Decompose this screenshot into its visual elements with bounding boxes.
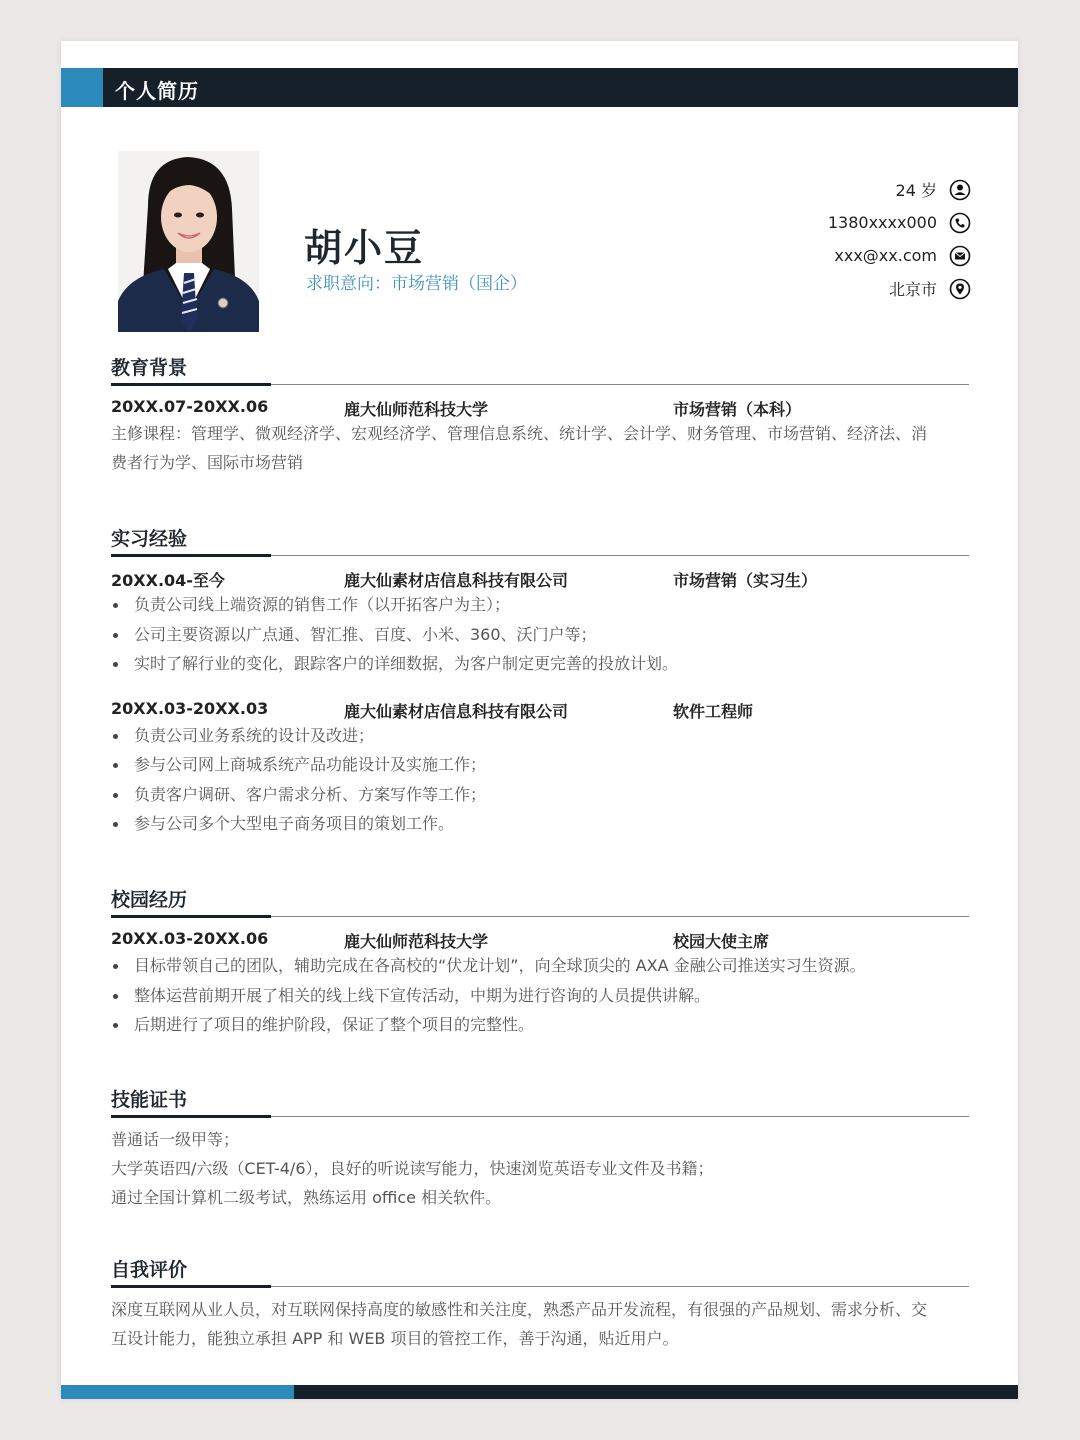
- header-accent-block: [61, 68, 103, 107]
- entry-company: 鹿大仙素材店信息科技有限公司: [344, 571, 569, 590]
- header-bar: [61, 68, 1018, 107]
- entry-role: 软件工程师: [673, 701, 754, 721]
- entry-school: 鹿大仙师范科技大学: [344, 400, 489, 419]
- education-header: [111, 353, 969, 385]
- phone-icon: [949, 212, 971, 234]
- section-underline: [111, 383, 271, 386]
- list-item: 参与公司多个大型电子商务项目的策划工作。: [111, 809, 969, 839]
- job-entry-head: [111, 693, 969, 721]
- list-item: 目标带领自己的团队，辅助完成在各高校的“伏龙计划”，向全球顶尖的 AXA 金融公司推送实习生资源。: [111, 951, 969, 981]
- portrait-image: [118, 151, 259, 332]
- list-item: 负责公司业务系统的设计及改进；: [111, 721, 969, 751]
- contact-location: [828, 272, 971, 305]
- list-item: 整体运营前期开展了相关的线上线下宣传活动，中期为进行咨询的人员提供讲解。: [111, 981, 969, 1011]
- courses-line-2: 费者行为学、国际市场营销: [111, 453, 304, 472]
- section-underline: [111, 554, 271, 557]
- skill-line: 普通话一级甲等；: [111, 1130, 240, 1149]
- job-intent: 求职意向：市场营销（国企）: [306, 274, 527, 294]
- section-title: 技能证书: [111, 1089, 188, 1111]
- campus-header: [111, 885, 969, 917]
- self-eval-line-2: 互设计能力，能独立承担 APP 和 WEB 项目的管控工作，善于沟通，贴近用户。: [111, 1329, 679, 1348]
- footer-bar: [61, 1385, 1018, 1399]
- job-duties-list: [111, 590, 969, 679]
- entry-major: 市场营销（本科）: [673, 400, 802, 419]
- self-eval-section: [111, 1255, 969, 1353]
- list-item: 实时了解行业的变化，跟踪客户的详细数据，为客户制定更完善的投放计划。: [111, 649, 969, 679]
- courses-line-1: 主修课程：管理学、微观经济学、宏观经济学、管理信息系统、统计学、会计学、财务管理、市场营销、经济法、消: [111, 424, 928, 443]
- entry-date: 20XX.03-20XX.06: [111, 929, 269, 948]
- self-eval-line-1: 深度互联网从业人员，对互联网保持高度的敏感性和关注度，熟悉产品开发流程，有很强的产品规划、需求分析、交: [111, 1300, 928, 1319]
- section-underline: [111, 1285, 271, 1288]
- list-item: 负责客户调研、客户需求分析、方案写作等工作；: [111, 780, 969, 810]
- mail-icon: [949, 245, 971, 267]
- phone-text: 1380xxxx000: [827, 213, 937, 232]
- resume-title: 个人简历: [115, 79, 199, 103]
- entry-date: 20XX.07-20XX.06: [111, 397, 269, 416]
- job-duties-list: [111, 721, 969, 839]
- job-entry-head: [111, 562, 969, 590]
- email-text: xxx@xx.com: [834, 246, 937, 265]
- skills-section: [111, 1085, 969, 1212]
- campus-entry-head: [111, 923, 969, 951]
- skills-header: [111, 1085, 969, 1117]
- profile-photo: [118, 151, 259, 332]
- internship-header: [111, 524, 969, 556]
- list-item: 公司主要资源以广点通、智汇推、百度、小米、360、沃门户等；: [111, 620, 969, 650]
- education-section: [111, 353, 969, 477]
- campus-section: [111, 885, 969, 1040]
- education-entry-head: [111, 391, 969, 419]
- section-title: 校园经历: [111, 889, 188, 911]
- contact-phone: [828, 206, 971, 239]
- candidate-name: 胡小豆: [304, 226, 425, 270]
- skill-line: 大学英语四/六级（CET-4/6），良好的听说读写能力，快速浏览英语专业文件及书籍；: [111, 1159, 714, 1178]
- location-icon: [949, 278, 971, 300]
- contact-email: [828, 239, 971, 272]
- skill-line: 通过全国计算机二级考试，熟练运用 office 相关软件。: [111, 1188, 502, 1207]
- entry-date: 20XX.03-20XX.03: [111, 698, 269, 718]
- location-text: 北京市: [888, 280, 937, 299]
- self-eval-header: [111, 1255, 969, 1287]
- person-icon: [949, 179, 971, 201]
- section-title: 实习经验: [111, 528, 188, 550]
- contact-age: [828, 173, 971, 206]
- section-title: 教育背景: [111, 357, 188, 379]
- internship-section: [111, 524, 969, 839]
- entry-role: 校园大使主席: [673, 932, 770, 951]
- entry-school: 鹿大仙师范科技大学: [344, 932, 489, 951]
- entry-date: 20XX.04-至今: [111, 571, 225, 590]
- contact-list: [828, 173, 971, 305]
- resume-page: [61, 41, 1018, 1399]
- list-item: 负责公司线上端资源的销售工作（以开拓客户为主）；: [111, 590, 969, 620]
- age-text: 24 岁: [895, 181, 937, 200]
- footer-accent-block: [61, 1385, 294, 1399]
- list-item: 后期进行了项目的维护阶段，保证了整个项目的完整性。: [111, 1010, 969, 1040]
- list-item: 参与公司网上商城系统产品功能设计及实施工作；: [111, 750, 969, 780]
- section-underline: [111, 1115, 271, 1118]
- entry-role: 市场营销（实习生）: [673, 571, 818, 590]
- section-underline: [111, 915, 271, 918]
- section-title: 自我评价: [111, 1259, 188, 1281]
- entry-company: 鹿大仙素材店信息科技有限公司: [344, 701, 569, 721]
- campus-duties-list: [111, 951, 969, 1040]
